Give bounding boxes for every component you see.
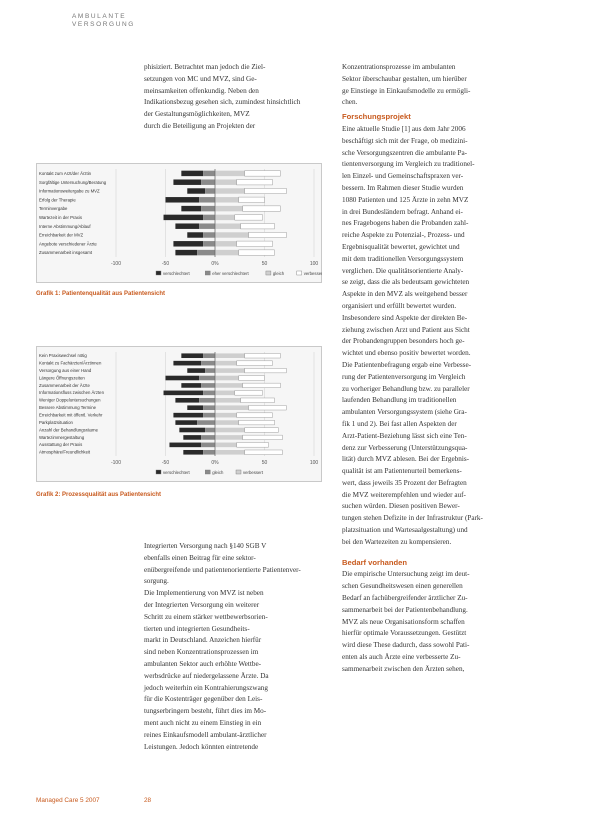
text-line: Leistungen. Jedoch könnten eintretende <box>144 742 259 751</box>
text-line: ambulanten Versorgungssystem (siehe Gra- <box>342 408 467 417</box>
bar-segment <box>239 420 275 425</box>
text-line: enten als auch Ärzte eine verbesserte Zu- <box>342 653 461 662</box>
axis-tick-label: 0% <box>211 460 219 466</box>
text-line: ebenfalls einen Beitrag für eine sektor- <box>144 553 256 562</box>
legend-label: gleich <box>212 470 224 475</box>
left-column-bottom-text <box>144 541 322 753</box>
bar-segment <box>237 413 273 418</box>
bar-segment <box>201 443 215 448</box>
figure-2-chart <box>36 346 322 482</box>
text-line: rung der Patientenversorgung im Vergleich <box>342 372 466 381</box>
text-line: Insbesondere sind Aspekte der direkten Be- <box>342 313 468 322</box>
text-line: suchen würden. Diesen positiven Bewer- <box>342 502 460 511</box>
row-label: Längere Öffnungszeiten <box>39 375 85 381</box>
text-line: sche Versorgungszentren die ambulante Pa- <box>342 148 468 157</box>
text-line: qualität ist am Patientenurteil bemerkens- <box>342 467 462 476</box>
axis-tick-label: 0% <box>211 261 219 267</box>
row-label: Atmosphäre/Freundlichkeit <box>39 449 91 455</box>
bar-segment <box>215 428 245 433</box>
bar-segment <box>203 215 215 220</box>
axis-tick-label: 50 <box>261 261 268 267</box>
row-label: Sorgfältige Untersuchung/Beratung <box>39 179 107 185</box>
legend-swatch <box>156 470 161 474</box>
text-line: wert, dass jeweils 35 Prozent der Befragten <box>342 478 467 487</box>
bar-segment <box>245 353 281 358</box>
row-label: Wartezeit in der Praxis <box>39 214 83 220</box>
left-column-top-text <box>144 62 322 133</box>
axis-tick-label: -100 <box>110 460 122 466</box>
bar-segment <box>166 376 200 381</box>
bar-segment <box>201 206 215 211</box>
text-line: sorgung. <box>144 577 169 586</box>
legend-label: verbessert <box>243 470 264 475</box>
text-line: reines Einkaufsmodell ambulant-ärztlicher <box>144 730 267 739</box>
text-line: tungen stehen Defizite in der Infrastruktur (Park- <box>342 514 483 523</box>
bar-segment <box>215 443 237 448</box>
bar-segment <box>183 450 203 455</box>
legend-swatch <box>205 271 210 275</box>
bar-segment <box>215 188 245 193</box>
row-label: Erreichbarkeit mit öffentl. Verkehr <box>39 412 103 418</box>
bar-segment <box>175 223 199 228</box>
text-line: phisiziert. Betrachtet man jedoch die Ziel- <box>144 63 266 71</box>
bar-segment <box>181 353 203 358</box>
bar-segment <box>245 188 287 193</box>
text-line: bei den Wartezeiten zu kompensieren. <box>342 537 452 546</box>
text-line: Bedarf an fachübergreifender ärztlicher Zu- <box>342 594 468 603</box>
figure-1 <box>36 163 322 283</box>
text-line: laufenden Behandlung im traditionellen <box>342 396 457 405</box>
figure-2-caption: Grafik 2: Prozessqualität aus Patientensicht <box>36 492 162 498</box>
row-label: Informationsfluss zwischen Ärzten <box>39 390 104 396</box>
bar-segment <box>215 420 239 425</box>
row-label: Erfolg der Therapie <box>39 197 76 203</box>
bar-segment <box>215 391 235 396</box>
text-line: jedoch weiterhin ein Kontrahierungszwang <box>144 683 268 692</box>
legend-label: verschlechtert <box>163 271 190 276</box>
row-label: Kontakt zum Arzt/der Ärztin <box>39 170 92 176</box>
bar-segment <box>175 250 197 255</box>
right-column-top-text <box>342 62 529 109</box>
text-line: bessern. Im Rahmen dieser Studie wurden <box>342 183 464 192</box>
text-line: werbsdrücke auf niedergelassene Ärzte. Da <box>144 671 269 680</box>
bar-segment <box>205 188 215 193</box>
text-line: lität) durch MVZ ablesen. Bei der Ergebnis- <box>342 455 470 464</box>
header-line1: AMBULANTE <box>72 13 127 20</box>
row-label: Weniger Doppeluntersuchungen <box>39 397 101 403</box>
text-line: enübergreifende und patientenorientierte Patientenver- <box>144 565 301 574</box>
text-line: die MVZ weiterempfehlen und wieder auf- <box>342 490 466 499</box>
row-label: Interne Abstimmung/Ablauf <box>39 223 91 229</box>
text-line: Eine aktuelle Studie [1] aus dem Jahr 2006 <box>342 124 466 133</box>
text-line: mit dem traditionellen Versorgungssystem <box>342 254 464 263</box>
bar-segment <box>239 376 265 381</box>
bar-segment <box>164 391 204 396</box>
right-column-mid-text <box>342 124 529 549</box>
text-line: tientenversorgung im Vergleich zu traditionel- <box>342 160 475 169</box>
text-line: ment auch nicht zu einem Einstieg in ein <box>144 718 262 727</box>
bar-segment <box>183 435 201 440</box>
legend-swatch <box>205 470 210 474</box>
bar-segment <box>203 171 215 176</box>
row-label: Bessere Abstimmung Termine <box>39 405 96 411</box>
row-label: Angebote verschiedener Ärzte <box>39 241 97 247</box>
text-line: beschäftigt sich mit der Frage, ob medizini- <box>342 136 468 145</box>
text-line: der Probandengruppen besonders hoch ge- <box>342 337 465 346</box>
bar-segment <box>199 197 215 202</box>
text-line: platzsituation und Wartesaalgestaltung) und <box>342 526 468 535</box>
axis-tick-label: 50 <box>261 460 268 466</box>
text-line: Arzt-Patient-Beziehung lässt sich eine Ten- <box>342 431 467 440</box>
text-line: wird diese These dadurch, dass sowohl Pati- <box>342 641 470 650</box>
bar-segment <box>215 435 243 440</box>
text-line: Die Patientenbefragung ergab eine Verbesse- <box>342 360 472 369</box>
bar-segment <box>181 206 201 211</box>
footer-journal: Managed Care 5 2007 <box>36 797 100 804</box>
bar-segment <box>245 368 287 373</box>
right-column <box>342 62 529 676</box>
axis-tick-label: 100 <box>309 460 319 466</box>
text-line: Aspekte in den MVZ als weitgehend besser <box>342 290 468 299</box>
bar-segment <box>215 206 243 211</box>
bar-segment <box>249 232 287 237</box>
row-label: Parkplatzsituation <box>39 419 73 425</box>
text-line: Sektor überschaubar gestalten, um hierüber <box>342 74 467 83</box>
text-line: ge Einstiege in Einkaufsmodelle zu ermögli- <box>342 86 471 95</box>
text-line: meinsamkeiten offenkundig. Neben den <box>144 86 259 95</box>
legend-swatch <box>156 271 161 275</box>
bar-segment <box>199 376 215 381</box>
bar-segment <box>215 450 245 455</box>
text-line: Die Implementierung von MVZ ist neben <box>144 589 264 598</box>
figure-2 <box>36 346 322 482</box>
bar-segment <box>239 197 265 202</box>
row-label: Zusammenarbeit der Ärzte <box>39 382 90 388</box>
legend-label: verschlechtert <box>163 470 190 475</box>
bar-segment <box>245 171 281 176</box>
bar-segment <box>215 398 241 403</box>
bar-segment <box>215 405 249 410</box>
bar-segment <box>243 383 281 388</box>
bar-segment <box>201 361 215 366</box>
text-line: Ergebnisqualität bewertet, gewichtet und <box>342 242 460 251</box>
bar-segment <box>203 232 215 237</box>
text-line: tierten und integrierten Gesundheits- <box>144 624 250 633</box>
bar-segment <box>205 428 215 433</box>
bar-segment <box>245 428 279 433</box>
bar-segment <box>175 398 199 403</box>
text-line: chen. <box>342 98 358 107</box>
row-label: Zusammenarbeit insgesamt <box>39 250 93 256</box>
bar-segment <box>173 179 201 184</box>
row-label: Ausstattung der Praxis <box>39 442 83 448</box>
bar-segment <box>215 197 239 202</box>
bar-segment <box>203 353 215 358</box>
bar-segment <box>187 188 205 193</box>
text-line: ziehung zwischen Arzt und Patient aus Sicht <box>342 325 470 334</box>
legend-swatch <box>297 271 302 275</box>
axis-tick-label: -50 <box>161 460 170 466</box>
bar-segment <box>239 250 275 255</box>
bar-segment <box>173 361 201 366</box>
row-label: Informationsweitergabe zu MVZ <box>39 188 100 194</box>
text-line: tungserbringern besteht, führt dies im Mo- <box>144 707 267 716</box>
text-line: organisiert und erfüllt bewertet wurden. <box>342 301 457 310</box>
right-column-bottom-text <box>342 569 529 675</box>
row-label: Erreichbarkeit der MVZ <box>39 232 84 238</box>
bar-segment <box>215 223 241 228</box>
axis-tick-label: -100 <box>110 261 122 267</box>
bar-segment <box>197 420 215 425</box>
bar-segment <box>201 435 215 440</box>
text-line: Schritt zu einem stärker wettbewerbsorien- <box>144 612 268 621</box>
row-label: Kontakt zu Fachärzten/Ärztinnen <box>39 360 102 366</box>
bar-segment <box>175 420 197 425</box>
bar-segment <box>187 232 203 237</box>
bar-segment <box>215 368 245 373</box>
bar-segment <box>245 450 283 455</box>
legend-swatch <box>266 271 271 275</box>
text-line: sind neben Konzentrationsprozessen im <box>144 648 259 657</box>
text-line: sammenarbeit zwischen den Ärzten sehen, <box>342 664 465 673</box>
bar-segment <box>215 232 249 237</box>
text-line: für die Kostenträger gegenüber den Leis- <box>144 695 263 704</box>
bar-segment <box>187 368 205 373</box>
text-line: nes Fragebogens haben die Probanden zahl- <box>342 219 469 228</box>
bar-segment <box>215 413 237 418</box>
footer-page-number: 28 <box>144 797 152 804</box>
text-line: 1080 Patienten und 125 Ärzte in zehn MVZ <box>342 195 469 204</box>
text-line: schen Gesundheitswesen einen generellen <box>342 582 463 591</box>
text-line: len Einzel- und Gemeinschaftspraxen ver- <box>342 172 464 181</box>
text-line: hierfür optimale Voraussetzungen. Gestützt <box>342 629 467 638</box>
bar-segment <box>205 368 215 373</box>
bar-segment <box>215 383 243 388</box>
bar-segment <box>237 179 273 184</box>
bar-segment <box>215 171 245 176</box>
bar-segment <box>215 376 239 381</box>
bar-segment <box>181 383 201 388</box>
bar-segment <box>173 241 203 246</box>
legend-label: verbessert <box>303 271 322 276</box>
bar-segment <box>203 405 215 410</box>
text-line: verglichen. Die qualitätsorientierte Analy- <box>342 266 464 275</box>
bar-segment <box>203 241 215 246</box>
bar-segment <box>166 197 200 202</box>
bar-segment <box>243 206 281 211</box>
bar-segment <box>237 241 273 246</box>
axis-tick-label: -50 <box>161 261 170 267</box>
bar-segment <box>237 443 269 448</box>
text-line: MVZ als neue Organisationsform schaffen <box>342 617 465 626</box>
text-line: fik 1 und 2). Bei fast allen Aspekten der <box>342 419 457 428</box>
bar-segment <box>173 413 203 418</box>
bar-segment <box>235 391 263 396</box>
row-label: Anzahl der Behandlungsräume <box>39 427 99 433</box>
section-header <box>72 13 135 29</box>
text-line: markt in Deutschland. Anzeichen hierfür <box>144 636 262 645</box>
section-title-forschungsprojekt: Forschungsprojekt <box>342 112 411 122</box>
bar-segment <box>164 215 204 220</box>
bar-segment <box>237 361 273 366</box>
row-label: Wartezimmergestaltung <box>39 434 85 440</box>
bar-segment <box>215 361 237 366</box>
row-label: Terminvergabe <box>39 206 68 212</box>
bar-segment <box>197 250 215 255</box>
text-line: der Integrierten Versorgung ein weiterer <box>144 600 260 609</box>
axis-tick-label: 100 <box>309 261 319 267</box>
bar-segment <box>249 405 287 410</box>
text-line: zu vorheriger Behandlung bzw. zu paralleler <box>342 384 470 393</box>
row-label: Versorgung aus einer Hand <box>39 367 92 373</box>
bar-segment <box>181 171 203 176</box>
text-line: Integrierten Versorgung nach §140 SGB V <box>144 542 267 550</box>
text-line: in drei Bundesländern befragt. Anhand ei- <box>342 207 463 216</box>
bar-segment <box>215 353 245 358</box>
text-line: se zeigt, dass die als bedeutsam gewichteten <box>342 278 470 287</box>
bar-segment <box>199 223 215 228</box>
bar-segment <box>215 179 237 184</box>
bar-segment <box>215 241 237 246</box>
text-line: Konzentrationsprozesse im ambulanten <box>342 63 456 71</box>
text-line: ambulanten Sektor auch erhöhte Wettbe- <box>144 659 262 668</box>
bar-segment <box>187 405 203 410</box>
row-label: Kein Praxiswechsel nötig <box>39 353 87 359</box>
bar-segment <box>199 398 215 403</box>
bar-segment <box>243 435 283 440</box>
text-line: Die empirische Untersuchung zeigt im deut- <box>342 570 470 579</box>
bar-segment <box>203 391 215 396</box>
figure-1-chart <box>36 163 322 283</box>
text-line: setzungen von MC und MVZ, sind Ge- <box>144 74 257 83</box>
bar-segment <box>169 443 201 448</box>
text-line: wichtet und ebenso positiv bewertet worden. <box>342 349 471 358</box>
text-line: der Gestaltungsmöglichkeiten, MVZ <box>144 110 250 119</box>
bar-segment <box>203 450 215 455</box>
bar-segment <box>201 383 215 388</box>
text-line: durch die Beteiligung an Projekten der <box>144 121 256 130</box>
bar-segment <box>201 179 215 184</box>
text-line: denz zur Verbesserung (Unterstützungsqua- <box>342 443 468 452</box>
text-line: Indikationsbezug gesehen sich, zumindest hinsichtlich <box>144 98 301 107</box>
header-line2: VERSORGUNG <box>72 21 135 28</box>
text-line: reiche Aspekte zu Potenzial-, Prozess- und <box>342 231 465 240</box>
bar-segment <box>241 398 275 403</box>
bar-segment <box>235 215 263 220</box>
text-line: sammenarbeit bei der Patientenbehandlung. <box>342 605 468 614</box>
bar-segment <box>203 413 215 418</box>
legend-label: eher verschlechtert <box>212 271 249 276</box>
figure-1-caption: Grafik 1: Patientenqualität aus Patientensicht <box>36 291 166 297</box>
section-title-bedarf: Bedarf vorhanden <box>342 557 407 567</box>
bar-segment <box>241 223 275 228</box>
bar-segment <box>215 215 235 220</box>
legend-label: gleich <box>272 271 285 276</box>
legend-swatch <box>236 470 241 474</box>
bar-segment <box>215 250 239 255</box>
bar-segment <box>179 428 205 433</box>
